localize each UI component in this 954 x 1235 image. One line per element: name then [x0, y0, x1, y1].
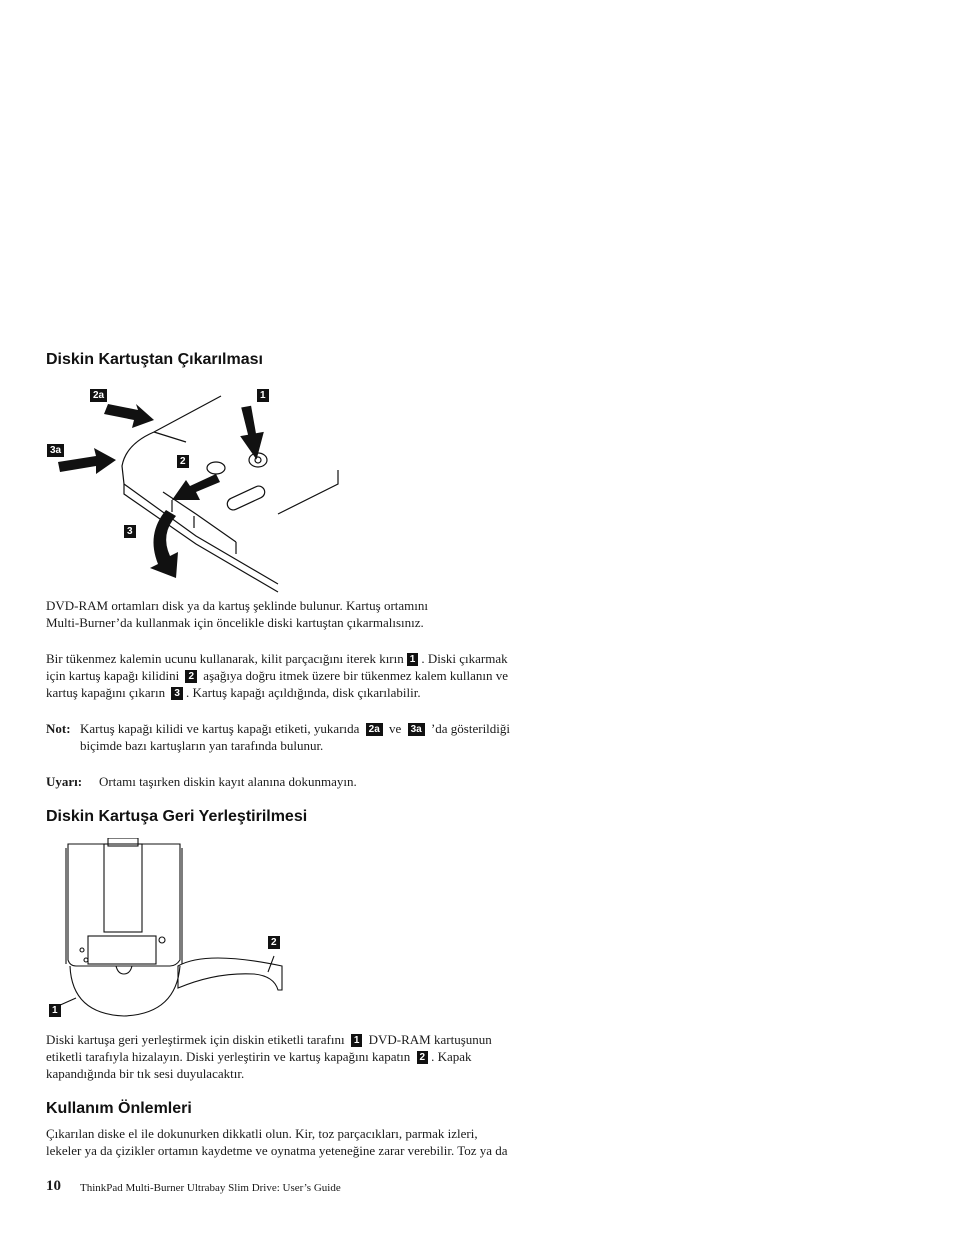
paragraph-intro: [46, 597, 428, 631]
paragraph-reinsert: [46, 1031, 492, 1082]
note-text: [80, 720, 510, 754]
text-run: Bir tükenmez kalemin ucunu kullanarak, kilit parçacığını iterek kırın: [46, 651, 404, 666]
warning-block: [46, 773, 82, 790]
section-heading-remove-disk: Diskin Kartuştan Çıkarılması: [46, 351, 263, 368]
text-run: . Kapak: [431, 1049, 472, 1064]
text-run: Kartuş kapağı kilidi ve kartuş kapağı etiketi, yukarıda: [80, 721, 360, 736]
text-run: Diski kartuşa geri yerleştirmek için diskin etiketli tarafını: [46, 1032, 345, 1047]
page-number: 10: [46, 1178, 61, 1194]
text-run: etiketli tarafıyla hizalayın. Diski yerleştirin ve kartuş kapağını kapatın: [46, 1049, 411, 1064]
callout-badge: 2: [185, 670, 197, 683]
cartridge-removal-illustration: [46, 384, 346, 594]
note-block: [46, 720, 71, 737]
paragraph-precautions: [46, 1125, 508, 1159]
figure-label-1: 1: [49, 1004, 61, 1017]
text-run: . Kartuş kapağı açıldığında, disk çıkarılabilir.: [185, 685, 421, 700]
footer-title: ThinkPad Multi-Burner Ultrabay Slim Drive: User’s Guide: [80, 1182, 341, 1194]
callout-badge: 2: [417, 1051, 429, 1064]
text-line: kapandığında bir tık sesi duyulacaktır.: [46, 1066, 245, 1081]
text-line: lekeler ya da çizikler ortamın kaydetme ve oynatma yeteneğine zarar verebilir. Toz ya da: [46, 1143, 508, 1158]
text-line: Multi-Burner’da kullanmak için öncelikle diski kartuştan çıkarmalısınız.: [46, 615, 424, 630]
section-heading-reinsert-disk: Diskin Kartuşa Geri Yerleştirilmesi: [46, 808, 308, 825]
text-run: için kartuş kapağı kilidini: [46, 668, 180, 683]
figure-label-1: 1: [257, 389, 269, 402]
warning-text: Ortamı taşırken diskin kayıt alanına dokunmayın.: [99, 774, 357, 789]
paragraph-instructions: [46, 650, 508, 701]
figure-label-3: 3: [124, 525, 136, 538]
figure-label-2: 2: [177, 455, 189, 468]
text-line: DVD-RAM ortamları disk ya da kartuş şeklinde bulunur. Kartuş ortamını: [46, 598, 428, 613]
section-heading-precautions: Kullanım Önlemleri: [46, 1100, 192, 1117]
figure-remove-disk: [46, 384, 346, 594]
figure-label-3a: 3a: [47, 444, 64, 457]
figure-label-2a: 2a: [90, 389, 107, 402]
text-run: aşağıya doğru itmek üzere bir tükenmez kalem kullanın ve: [203, 668, 508, 683]
note-label: Not:: [46, 721, 71, 736]
text-line: Çıkarılan diske el ile dokunurken dikkatli olun. Kir, toz parçacıkları, parmak izleri,: [46, 1126, 478, 1141]
figure-label-2: 2: [268, 936, 280, 949]
callout-badge: 1: [407, 653, 419, 666]
figure-reinsert-disk: [46, 838, 296, 1020]
warning-label: Uyarı:: [46, 774, 83, 789]
text-run: ve: [389, 721, 402, 736]
callout-badge: 3a: [408, 723, 425, 736]
text-run: ’da gösterildiği: [430, 721, 511, 736]
callout-badge: 3: [171, 687, 183, 700]
text-line: biçimde bazı kartuşların yan tarafında bulunur.: [80, 738, 324, 753]
text-run: DVD-RAM kartuşunun: [368, 1032, 492, 1047]
text-run: . Diski çıkarmak: [421, 651, 508, 666]
cartridge-insert-illustration: [46, 838, 296, 1020]
text-run: kartuş kapağını çıkarın: [46, 685, 166, 700]
callout-badge: 1: [351, 1034, 363, 1047]
callout-badge: 2a: [366, 723, 383, 736]
